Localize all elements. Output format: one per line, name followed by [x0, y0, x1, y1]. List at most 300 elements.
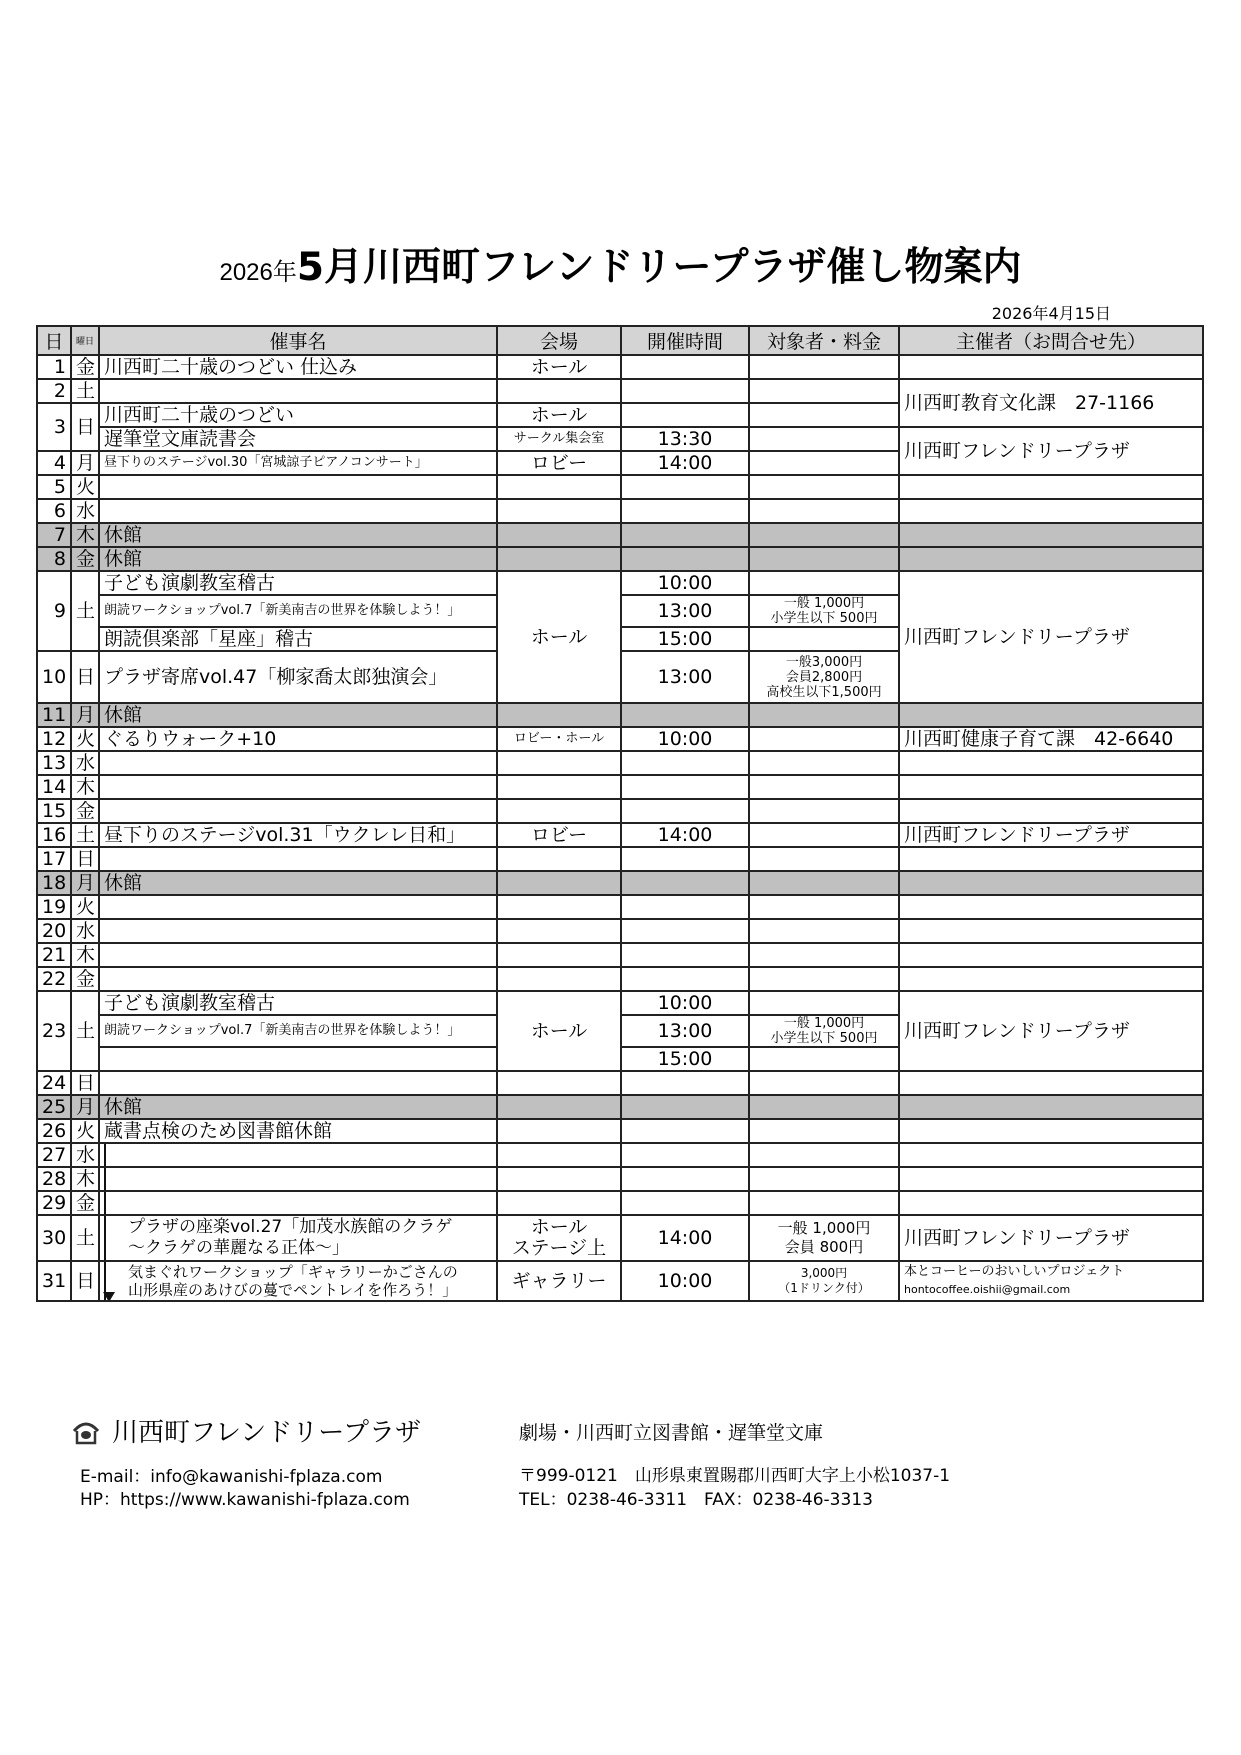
organizer-cell: [899, 475, 1203, 499]
fee-cell: [749, 547, 899, 571]
time-cell: 10:00: [621, 1261, 749, 1301]
day-cell: 24: [37, 1071, 71, 1095]
time-cell: 15:00: [621, 627, 749, 651]
time-cell: [621, 775, 749, 799]
venue-cell: [497, 523, 621, 547]
day-cell: 26: [37, 1119, 71, 1143]
dow-cell: 水: [71, 751, 99, 775]
dow-cell: 日: [71, 1071, 99, 1095]
event-line: 山形県産のあけびの蔓でペントレイを作ろう！」: [128, 1281, 458, 1299]
event-cell: 休館: [99, 547, 497, 571]
fee-cell: [749, 475, 899, 499]
venue-cell: ホール: [497, 403, 621, 427]
fee-cell: [749, 703, 899, 727]
day-cell: 23: [37, 991, 71, 1071]
fee-cell: [749, 991, 899, 1015]
dow-cell: 木: [71, 943, 99, 967]
fee-cell: [749, 1119, 899, 1143]
table-row: [37, 991, 1203, 1015]
organizer-cell: [899, 967, 1203, 991]
fee-cell: [749, 799, 899, 823]
continuation-arrow-line: [104, 1192, 106, 1214]
fee-line: 小学生以下 500円: [770, 1031, 878, 1046]
venue-cell: [497, 967, 621, 991]
time-cell: [621, 547, 749, 571]
dow-cell: 土: [71, 823, 99, 847]
continuation-arrow-line: [104, 1168, 106, 1190]
dow-cell: 日: [71, 1261, 99, 1301]
venue-cell: [497, 751, 621, 775]
venue-cell: ホール: [497, 355, 621, 379]
table-header: [37, 326, 1203, 355]
event-cell: [99, 1191, 497, 1215]
day-cell: 19: [37, 895, 71, 919]
day-cell: 11: [37, 703, 71, 727]
table-row: [37, 379, 1203, 403]
table-row-closed: [37, 547, 1203, 571]
event-cell: 休館: [99, 1095, 497, 1119]
fee-cell: [749, 1143, 899, 1167]
event-cell: [99, 799, 497, 823]
venue-line: ステージ上: [511, 1237, 607, 1259]
dow-cell: 木: [71, 523, 99, 547]
day-cell: 7: [37, 523, 71, 547]
event-cell: 子ども演劇教室稽古: [99, 991, 497, 1015]
dow-cell: 土: [71, 571, 99, 651]
day-cell: 9: [37, 571, 71, 651]
table-row: [37, 355, 1203, 379]
fee-line: 一般 1,000円: [777, 1219, 871, 1237]
header-organizer: 主催者（お問合せ先）: [899, 326, 1203, 355]
table-row: [37, 919, 1203, 943]
organizer-cell: [899, 523, 1203, 547]
day-cell: 21: [37, 943, 71, 967]
table-row-closed: [37, 703, 1203, 727]
event-cell: 朗読ワークショップvol.7「新美南吉の世界を体験しよう！」: [99, 1015, 497, 1047]
event-cell: [99, 1261, 497, 1301]
event-line: プラザの座楽vol.27「加茂水族館のクラゲ: [128, 1217, 453, 1237]
table-row: [37, 1191, 1203, 1215]
dow-cell: 月: [71, 1095, 99, 1119]
title-year: 2026年: [219, 259, 297, 286]
day-cell: 8: [37, 547, 71, 571]
header-event: 催事名: [99, 326, 497, 355]
time-cell: 15:00: [621, 1047, 749, 1071]
day-cell: 28: [37, 1167, 71, 1191]
organizer-cell: [899, 703, 1203, 727]
time-cell: [621, 379, 749, 403]
table-row: [37, 499, 1203, 523]
day-cell: 3: [37, 403, 71, 451]
table-row: [37, 1119, 1203, 1143]
organizer-cell: [899, 799, 1203, 823]
fee-cell: [749, 727, 899, 751]
time-cell: [621, 523, 749, 547]
time-cell: 10:00: [621, 727, 749, 751]
day-cell: 13: [37, 751, 71, 775]
time-cell: 13:00: [621, 595, 749, 627]
venue-cell: [497, 1191, 621, 1215]
fee-cell: [749, 451, 899, 475]
table-row: [37, 475, 1203, 499]
time-cell: 10:00: [621, 991, 749, 1015]
schedule-table: [36, 325, 1204, 1302]
organizer-cell: [899, 1261, 1203, 1301]
time-cell: [621, 943, 749, 967]
table-row: [37, 727, 1203, 751]
venue-cell: [497, 703, 621, 727]
fee-cell: [749, 1071, 899, 1095]
venue-cell: [497, 1167, 621, 1191]
table-row: [37, 571, 1203, 595]
table-row: [37, 1167, 1203, 1191]
venue-cell: [497, 943, 621, 967]
fee-cell: [749, 847, 899, 871]
event-cell: 休館: [99, 523, 497, 547]
fee-line: （1ドリンク付）: [778, 1281, 870, 1295]
table-row: [37, 751, 1203, 775]
homepage-link[interactable]: HP：https://www.kawanishi-fplaza.com: [80, 1490, 410, 1510]
event-cell: 朗読倶楽部「星座」稽古: [99, 627, 497, 651]
fee-cell: [749, 919, 899, 943]
time-cell: [621, 703, 749, 727]
organizer-cell: [899, 355, 1203, 379]
day-cell: 14: [37, 775, 71, 799]
day-cell: 17: [37, 847, 71, 871]
time-cell: 14:00: [621, 451, 749, 475]
dow-cell: 金: [71, 967, 99, 991]
event-cell: 川西町二十歳のつどい 仕込み: [99, 355, 497, 379]
venue-cell: サークル集会室: [497, 427, 621, 451]
dow-cell: 月: [71, 703, 99, 727]
time-cell: [621, 1071, 749, 1095]
time-cell: [621, 475, 749, 499]
time-cell: 10:00: [621, 571, 749, 595]
day-cell: 22: [37, 967, 71, 991]
fee-line: 高校生以下1,500円: [766, 684, 882, 700]
dow-cell: 土: [71, 991, 99, 1071]
venue-cell: ロビー・ホール: [497, 727, 621, 751]
dow-cell: 木: [71, 1167, 99, 1191]
time-cell: [621, 1119, 749, 1143]
event-cell: [99, 1167, 497, 1191]
day-cell: 16: [37, 823, 71, 847]
event-cell: 休館: [99, 703, 497, 727]
day-cell: 15: [37, 799, 71, 823]
day-cell: 6: [37, 499, 71, 523]
continuation-arrow-line: [104, 1216, 106, 1260]
venue-cell: [497, 1095, 621, 1119]
dow-cell: 土: [71, 379, 99, 403]
event-cell: 蔵書点検のため図書館休館: [99, 1119, 497, 1143]
venue-cell: [497, 919, 621, 943]
time-cell: [621, 403, 749, 427]
event-cell: [99, 379, 497, 403]
time-cell: 14:00: [621, 1215, 749, 1261]
dow-cell: 金: [71, 799, 99, 823]
fee-cell: [749, 823, 899, 847]
dow-cell: 火: [71, 1119, 99, 1143]
title-main: 5月川西町フレンドリープラザ催し物案内: [296, 245, 1022, 290]
table-row: [37, 1261, 1203, 1301]
event-cell: [99, 775, 497, 799]
venue-cell: [497, 1119, 621, 1143]
day-cell: 20: [37, 919, 71, 943]
day-cell: 27: [37, 1143, 71, 1167]
dow-cell: 水: [71, 919, 99, 943]
time-cell: [621, 499, 749, 523]
time-cell: [621, 355, 749, 379]
event-cell: [99, 919, 497, 943]
venue-cell: [497, 1071, 621, 1095]
fee-line: 会員 800円: [784, 1238, 864, 1256]
event-cell: [99, 1143, 497, 1167]
event-cell: [99, 475, 497, 499]
footer-contacts: [80, 1466, 410, 1512]
fee-line: 会員2,800円: [785, 669, 863, 685]
venue-cell: [497, 1215, 621, 1261]
table-row: [37, 967, 1203, 991]
organizer-cell: [899, 919, 1203, 943]
event-cell: 川西町二十歳のつどい: [99, 403, 497, 427]
venue-cell: ロビー: [497, 823, 621, 847]
header-dow: 曜日: [71, 326, 99, 355]
day-cell: 10: [37, 651, 71, 703]
fee-line: 一般 1,000円: [783, 1016, 865, 1031]
organizer-cell: [899, 1095, 1203, 1119]
email-link[interactable]: E-mail：info@kawanishi-fplaza.com: [80, 1467, 383, 1487]
time-cell: [621, 1095, 749, 1119]
table-row: [37, 847, 1203, 871]
table-row: [37, 895, 1203, 919]
organizer-cell: [899, 871, 1203, 895]
time-cell: [621, 751, 749, 775]
time-cell: [621, 919, 749, 943]
event-cell: [99, 751, 497, 775]
venue-cell: [497, 1143, 621, 1167]
dow-cell: 水: [71, 1143, 99, 1167]
organizer-cell: 川西町教育文化課 27-1166: [899, 379, 1203, 427]
dow-cell: 日: [71, 847, 99, 871]
dow-cell: 木: [71, 775, 99, 799]
continuation-arrow-line: [104, 1262, 106, 1300]
fee-cell: [749, 871, 899, 895]
day-cell: 25: [37, 1095, 71, 1119]
day-cell: 18: [37, 871, 71, 895]
fee-cell: [749, 427, 899, 451]
event-cell: [99, 943, 497, 967]
organizer-cell: [899, 1191, 1203, 1215]
event-cell: [99, 1071, 497, 1095]
event-cell: 子ども演劇教室稽古: [99, 571, 497, 595]
venue-cell: [497, 799, 621, 823]
dow-cell: 火: [71, 895, 99, 919]
time-cell: [621, 799, 749, 823]
fee-cell: [749, 751, 899, 775]
fee-cell: [749, 943, 899, 967]
venue-cell: [497, 499, 621, 523]
dow-cell: 土: [71, 1215, 99, 1261]
page-title: [0, 236, 1241, 292]
time-cell: [621, 895, 749, 919]
time-cell: 14:00: [621, 823, 749, 847]
event-cell: 昼下りのステージvol.31「ウクレレ日和」: [99, 823, 497, 847]
dow-cell: 金: [71, 355, 99, 379]
fee-line: 一般 1,000円: [783, 596, 865, 611]
footer-address: [519, 1464, 950, 1512]
event-cell: 遅筆堂文庫読書会: [99, 427, 497, 451]
organizer-email[interactable]: hontocoffee.oishii@gmail.com: [904, 1283, 1071, 1296]
organizer-cell: [899, 1119, 1203, 1143]
table-row-closed: [37, 523, 1203, 547]
venue-cell: [497, 775, 621, 799]
organizer-cell: [899, 943, 1203, 967]
table-row: [37, 943, 1203, 967]
fee-cell: [749, 379, 899, 403]
venue-cell: [497, 475, 621, 499]
organizer-cell: 川西町フレンドリープラザ: [899, 571, 1203, 703]
event-cell: [99, 1215, 497, 1261]
fee-cell: [749, 1261, 899, 1301]
fee-line: 小学生以下 500円: [770, 611, 878, 626]
issue-date: 2026年4月15日: [991, 304, 1111, 323]
fee-cell: [749, 1215, 899, 1261]
time-cell: [621, 847, 749, 871]
dow-cell: 月: [71, 871, 99, 895]
fee-cell: [749, 627, 899, 651]
venue-cell: ホール: [497, 571, 621, 703]
organizer-cell: [899, 847, 1203, 871]
organizer-cell: [899, 775, 1203, 799]
organizer-cell: [899, 1167, 1203, 1191]
tel-fax: TEL：0238-46-3311 FAX：0238-46-3313: [519, 1490, 873, 1510]
event-cell: 休館: [99, 871, 497, 895]
table-row: [37, 775, 1203, 799]
day-cell: 31: [37, 1261, 71, 1301]
fee-cell: [749, 403, 899, 427]
table-row-closed: [37, 1095, 1203, 1119]
organizer-cell: [899, 1143, 1203, 1167]
arrow-down-icon: [103, 1292, 115, 1301]
time-cell: [621, 967, 749, 991]
venue-cell: ホール: [497, 991, 621, 1071]
table-row: [37, 799, 1203, 823]
fee-cell: [749, 499, 899, 523]
venue-cell: ギャラリー: [497, 1261, 621, 1301]
facilities: 劇場・川西町立図書館・遅筆堂文庫: [519, 1422, 824, 1444]
event-cell: [99, 847, 497, 871]
venue-cell: [497, 895, 621, 919]
organizer-cell: [899, 895, 1203, 919]
fee-cell: [749, 595, 899, 627]
time-cell: 13:00: [621, 1015, 749, 1047]
time-cell: [621, 1191, 749, 1215]
fee-cell: [749, 651, 899, 703]
event-cell: 昼下りのステージvol.30「宮城諒子ピアノコンサート」: [99, 451, 497, 475]
table-row: [37, 1071, 1203, 1095]
day-cell: 29: [37, 1191, 71, 1215]
time-cell: 13:00: [621, 651, 749, 703]
organizer-cell: [899, 499, 1203, 523]
table-row: [37, 823, 1203, 847]
venue-line: ホール: [530, 1216, 588, 1238]
fee-cell: [749, 571, 899, 595]
event-line: 気まぐれワークショップ「ギャラリーかごさんの: [128, 1263, 458, 1281]
fee-cell: [749, 1167, 899, 1191]
dow-cell: 水: [71, 499, 99, 523]
day-cell: 4: [37, 451, 71, 475]
event-cell: ぐるりウォーク+10: [99, 727, 497, 751]
event-cell: 朗読ワークショップvol.7「新美南吉の世界を体験しよう！」: [99, 595, 497, 627]
day-cell: 1: [37, 355, 71, 379]
venue-cell: [497, 547, 621, 571]
day-cell: 2: [37, 379, 71, 403]
event-cell: [99, 967, 497, 991]
venue-cell: [497, 847, 621, 871]
event-line: ～クラゲの華麗なる正体～」: [128, 1238, 349, 1258]
day-cell: 12: [37, 727, 71, 751]
dow-cell: 日: [71, 403, 99, 451]
organizer-cell: 川西町フレンドリープラザ: [899, 1215, 1203, 1261]
footer-brand: [70, 1412, 421, 1449]
time-cell: [621, 1167, 749, 1191]
plaza-logo-icon: [70, 1415, 102, 1447]
postal-address: 〒999-0121 山形県東置賜郡川西町大字上小松1037-1: [519, 1466, 951, 1486]
fee-cell: [749, 775, 899, 799]
fee-line: 3,000円: [800, 1266, 848, 1280]
event-cell: [99, 1047, 497, 1071]
table-row: [37, 1143, 1203, 1167]
organizer-cell: [899, 751, 1203, 775]
fee-cell: [749, 1095, 899, 1119]
table-row: [37, 1215, 1203, 1261]
event-cell: [99, 895, 497, 919]
organizer-cell: [899, 547, 1203, 571]
day-cell: 5: [37, 475, 71, 499]
dow-cell: 月: [71, 451, 99, 475]
fee-line: 一般3,000円: [785, 654, 863, 670]
dow-cell: 日: [71, 651, 99, 703]
continuation-arrow-line: [104, 1144, 106, 1166]
organizer-cell: 川西町フレンドリープラザ: [899, 823, 1203, 847]
organizer-cell: 川西町健康子育て課 42-6640: [899, 727, 1203, 751]
brand-name: 川西町フレンドリープラザ: [112, 1418, 422, 1448]
dow-cell: 火: [71, 727, 99, 751]
table-row-closed: [37, 871, 1203, 895]
fee-cell: [749, 1191, 899, 1215]
organizer-cell: 川西町フレンドリープラザ: [899, 991, 1203, 1071]
fee-cell: [749, 523, 899, 547]
fee-cell: [749, 355, 899, 379]
day-cell: 30: [37, 1215, 71, 1261]
venue-cell: [497, 379, 621, 403]
event-cell: プラザ寄席vol.47「柳家喬太郎独演会」: [99, 651, 497, 703]
dow-cell: 金: [71, 1191, 99, 1215]
fee-cell: [749, 1015, 899, 1047]
organizer-cell: [899, 1071, 1203, 1095]
organizer-cell: 川西町フレンドリープラザ: [899, 427, 1203, 475]
header-venue: 会場: [497, 326, 621, 355]
dow-cell: 金: [71, 547, 99, 571]
dow-cell: 火: [71, 475, 99, 499]
fee-cell: [749, 1047, 899, 1071]
venue-cell: [497, 871, 621, 895]
fee-cell: [749, 895, 899, 919]
header-day: 日: [37, 326, 71, 355]
header-time: 開催時間: [621, 326, 749, 355]
header-fee: 対象者・料金: [749, 326, 899, 355]
time-cell: [621, 871, 749, 895]
